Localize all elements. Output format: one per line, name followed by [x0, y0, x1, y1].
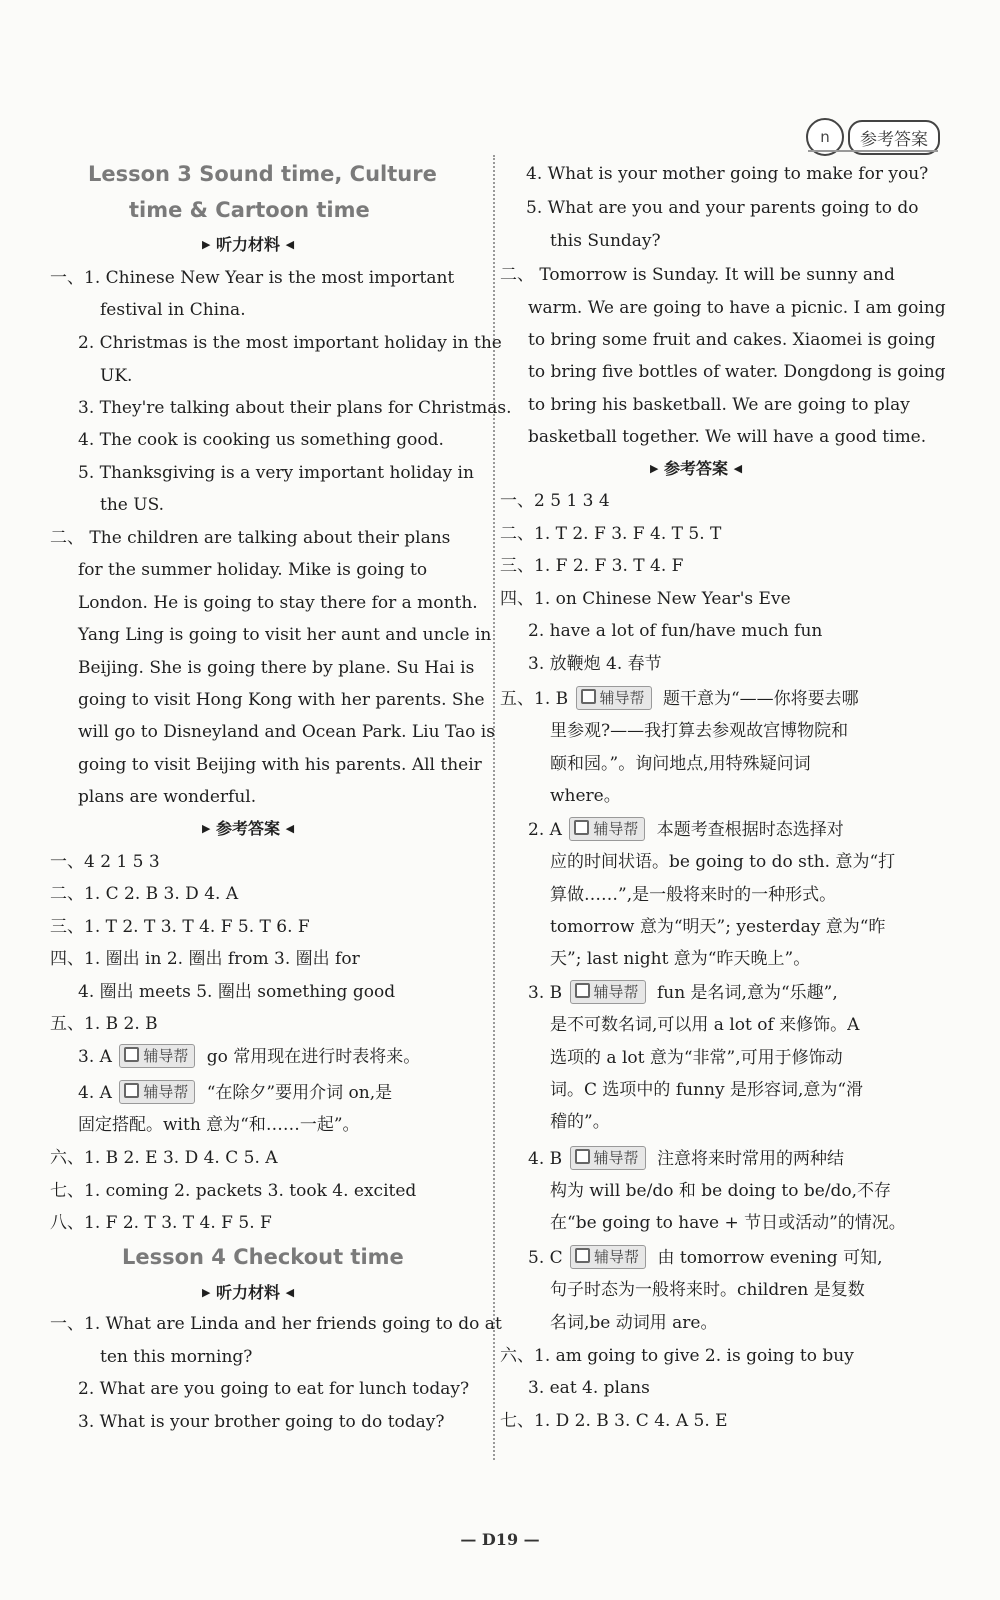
book-icon	[574, 820, 589, 835]
text-line: 天”; last night 意为“昨天晚上”。	[550, 949, 811, 969]
text-line: 5. Thanksgiving is a very important holiday in	[78, 463, 474, 483]
text-line: where。	[550, 786, 621, 806]
text-line: 词。C 选项中的 funny 是形容词,意为“滑	[550, 1080, 864, 1100]
text-line: Yang Ling is going to visit her aunt and uncle in	[78, 625, 492, 645]
triangle-left-icon: ◀	[285, 238, 295, 251]
triangle-right-icon: ▶	[202, 238, 211, 251]
answer-with-note: 4. B 辅导帮 注意将来时常用的两种结	[528, 1146, 844, 1171]
answer-line: 二、1. C 2. B 3. D 4. A	[50, 884, 239, 904]
text-line: to bring his basketball. We are going to play	[528, 395, 910, 415]
answer-line: 八、1. F 2. T 3. T 4. F 5. F	[50, 1213, 272, 1233]
text-line: 4. The cook is cooking us something good.	[78, 430, 444, 450]
text-line: ten this morning?	[100, 1347, 253, 1367]
text-line: tomorrow 意为“明天”; yesterday 意为“昨	[550, 917, 886, 937]
listening-heading: ▶ 听力材料 ◀	[202, 235, 295, 254]
helper-tag: 辅导帮	[576, 686, 652, 710]
answer-line: 七、1. D 2. B 3. C 4. A 5. E	[500, 1411, 728, 1431]
book-icon	[575, 1248, 590, 1263]
answer-line: 四、1. on Chinese New Year's Eve	[500, 589, 791, 609]
text-line: UK.	[100, 366, 133, 386]
text-line: 稽的”。	[550, 1112, 610, 1132]
listening-heading-2: ▶ 听力材料 ◀	[202, 1283, 295, 1302]
answer-line: 三、1. T 2. T 3. T 4. F 5. T 6. F	[50, 917, 310, 937]
text-line: this Sunday?	[550, 231, 661, 251]
answer-line: 五、1. B 2. B	[50, 1014, 158, 1034]
answers-heading-right: ▶ 参考答案 ◀	[650, 459, 743, 478]
book-icon	[575, 1149, 590, 1164]
answer-line: 六、1. B 2. E 3. D 4. C 5. A	[50, 1148, 278, 1168]
triangle-right-icon: ▶	[202, 822, 211, 835]
text-line: 5. What are you and your parents going to do	[526, 198, 919, 218]
text-line: 选项的 a lot 意为“非常”,可用于修饰动	[550, 1048, 843, 1068]
text-line: warm. We are going to have a picnic. I am going	[528, 298, 946, 318]
triangle-left-icon: ◀	[733, 462, 743, 475]
text-line: 句子时态为一般将来时。children 是复数	[550, 1280, 865, 1300]
answer-with-note: 3. A 辅导帮 go 常用现在进行时表将来。	[78, 1044, 420, 1069]
text-line: 4. What is your mother going to make for you?	[526, 164, 929, 184]
answer-line: 2. have a lot of fun/have much fun	[528, 621, 823, 641]
text-line: festival in China.	[100, 300, 246, 320]
text-line: 2. What are you going to eat for lunch today?	[78, 1379, 470, 1399]
text-line: for the summer holiday. Mike is going to	[78, 560, 428, 580]
lesson3-title-line2: time & Cartoon time	[129, 198, 370, 222]
book-icon	[575, 983, 590, 998]
text-line: to bring five bottles of water. Dongdong is going	[528, 362, 946, 382]
triangle-right-icon: ▶	[650, 462, 659, 475]
text-line: going to visit Beijing with his parents. All their	[78, 755, 482, 775]
triangle-left-icon: ◀	[285, 822, 295, 835]
text-line: 里参观?——我打算去参观故宫博物院和	[550, 721, 849, 741]
answer-line: 3. 放鞭炮 4. 春节	[528, 654, 662, 674]
text-line: will go to Disneyland and Ocean Park. Liu Tao is	[78, 722, 495, 742]
text-line: 在“be going to have + 节日或活动”的情况。	[550, 1213, 906, 1233]
helper-tag: 辅导帮	[570, 1146, 646, 1170]
text-line: 算做……”,是一般将来时的一种形式。	[550, 885, 837, 905]
answer-line: 七、1. coming 2. packets 3. took 4. excited	[50, 1181, 417, 1201]
answer-badge-icon: n	[806, 118, 844, 156]
text-line: 一、1. Chinese New Year is the most important	[50, 268, 455, 288]
answer-line: 4. 圈出 meets 5. 圈出 something good	[78, 982, 396, 1002]
header-rule	[808, 150, 938, 152]
helper-tag: 辅导帮	[570, 980, 646, 1004]
text-line: plans are wonderful.	[78, 787, 257, 807]
answer-line: 三、1. F 2. F 3. T 4. F	[500, 556, 684, 576]
text-line: 固定搭配。with 意为“和……一起”。	[78, 1115, 360, 1135]
text-line: London. He is going to stay there for a month.	[78, 593, 478, 613]
answer-with-note: 3. B 辅导帮 fun 是名词,意为“乐趣”,	[528, 980, 838, 1005]
text-line: to bring some fruit and cakes. Xiaomei is going	[528, 330, 936, 350]
answer-with-note: 5. C 辅导帮 由 tomorrow evening 可知,	[528, 1245, 883, 1270]
text-line: the US.	[100, 495, 165, 515]
answer-with-note: 五、1. B 辅导帮 题干意为“——你将要去哪	[500, 686, 859, 711]
answer-line: 六、1. am going to give 2. is going to buy	[500, 1346, 854, 1366]
answers-heading: ▶ 参考答案 ◀	[202, 819, 295, 838]
answer-line: 二、1. T 2. F 3. F 4. T 5. T	[500, 524, 722, 544]
book-icon	[124, 1083, 139, 1098]
page-number: — D19 —	[460, 1530, 540, 1549]
lesson3-title-line1: Lesson 3 Sound time, Culture	[88, 162, 437, 186]
answer-with-note: 2. A 辅导帮 本题考查根据时态选择对	[528, 817, 844, 842]
helper-tag: 辅导帮	[119, 1080, 195, 1104]
answer-line: 3. eat 4. plans	[528, 1378, 650, 1398]
answer-line: 四、1. 圈出 in 2. 圈出 from 3. 圈出 for	[50, 949, 360, 969]
triangle-left-icon: ◀	[285, 1286, 295, 1299]
text-line: 是不可数名词,可以用 a lot of 来修饰。A	[550, 1015, 860, 1035]
answer-line: 一、4 2 1 5 3	[50, 852, 160, 872]
book-icon	[581, 689, 596, 704]
triangle-right-icon: ▶	[202, 1286, 211, 1299]
lesson4-title: Lesson 4 Checkout time	[122, 1245, 404, 1269]
text-line: 2. Christmas is the most important holiday in the	[78, 333, 502, 353]
book-icon	[124, 1047, 139, 1062]
text-line: 3. They're talking about their plans for Christmas.	[78, 398, 512, 418]
text-line: 颐和园。”。询问地点,用特殊疑问词	[550, 754, 811, 774]
text-line: 名词,be 动词用 are。	[550, 1313, 718, 1333]
text-line: 应的时间状语。be going to do sth. 意为“打	[550, 852, 896, 872]
answer-line: 一、2 5 1 3 4	[500, 491, 610, 511]
text-line: 二、 The children are talking about their plans	[50, 528, 451, 548]
text-line: going to visit Hong Kong with her parents. She	[78, 690, 485, 710]
text-line: Beijing. She is going there by plane. Su Hai is	[78, 658, 475, 678]
answer-with-note: 4. A 辅导帮 “在除夕”要用介词 on,是	[78, 1080, 392, 1105]
helper-tag: 辅导帮	[569, 817, 645, 841]
text-line: 二、 Tomorrow is Sunday. It will be sunny and	[500, 265, 895, 285]
text-line: 构为 will be/do 和 be doing to be/do,不存	[550, 1181, 892, 1201]
helper-tag: 辅导帮	[119, 1044, 195, 1068]
text-line: 3. What is your brother going to do today?	[78, 1412, 445, 1432]
answer-badge-label: 参考答案	[848, 120, 940, 155]
text-line: 一、1. What are Linda and her friends going to do at	[50, 1314, 502, 1334]
text-line: basketball together. We will have a good time.	[528, 427, 927, 447]
helper-tag: 辅导帮	[570, 1245, 646, 1269]
